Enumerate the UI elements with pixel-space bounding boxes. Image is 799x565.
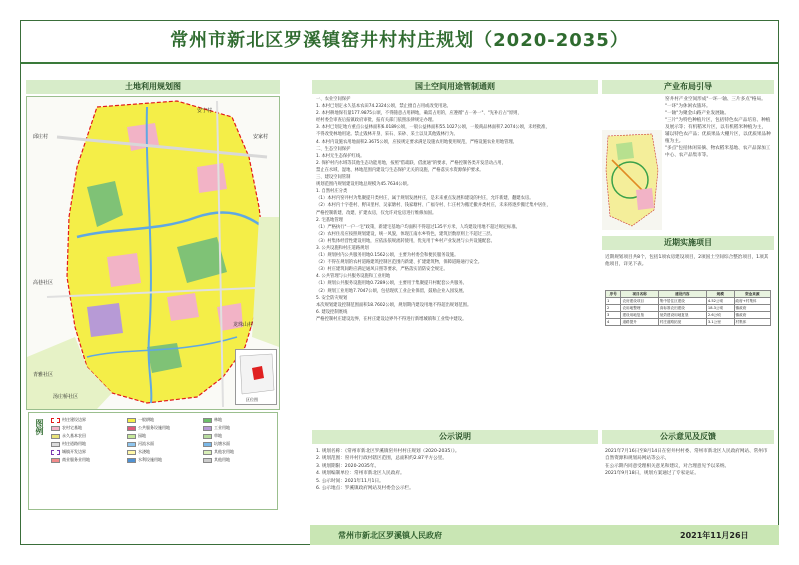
control-paragraph: 5. 安全防灾规划 <box>316 295 348 301</box>
legend-swatch <box>51 442 60 447</box>
table-row <box>606 319 771 326</box>
notes-header: 公示说明 <box>312 430 598 444</box>
land-use-header: 土地利用规划图 <box>26 80 280 94</box>
control-paragraph: （2）本村内十字巷村、野田里村、吴家塘村、钱家塘村、广福寺村、仁庄村为搬迁撤并类村庄，未来将逐步搬迁集中居住， <box>316 203 551 209</box>
legend-swatch <box>203 418 212 423</box>
legend-item <box>51 441 125 447</box>
feedback-paragraph: 2021年9月18日，规划方案通过了专家论证。 <box>605 471 699 477</box>
table-cell: 集中居住区建设 <box>658 298 706 305</box>
table-row <box>606 305 771 312</box>
legend-label: 永久基本农田 <box>62 433 86 438</box>
legend-label: 村庄道路用地 <box>62 441 86 446</box>
table-cell: 低效建设用地复垦 <box>658 312 706 319</box>
legend-item <box>203 417 277 423</box>
control-paragraph: 1. 本村无生态保护红线。 <box>316 153 365 159</box>
map-label-qingya: 青雅社区 <box>33 372 54 378</box>
table-cell: 村集体 <box>734 319 770 326</box>
notes-paragraph: 1. 规划名称：《常州市新北区罗溪镇窑井村村庄规划（2020-2035）》。 <box>316 449 460 454</box>
legend-item <box>203 441 277 447</box>
notes-paragraph: 4. 规划编制单位：常州市新北区人民政府。 <box>316 471 405 477</box>
legend-item <box>51 433 125 439</box>
notes-paragraph: 5. 公示时间：2021年11月1日。 <box>316 478 384 484</box>
footer-date: 2021年11月26日 <box>680 531 749 540</box>
industry-paragraph: "多点"包括休闲采摘、物农稻米基地、农产品深加工中心、农产品集市等。 <box>665 146 771 158</box>
table-cell: 村庄道路拓宽 <box>658 319 706 326</box>
location-label: 区位图 <box>246 397 258 402</box>
legend-swatch <box>127 426 136 431</box>
map-label-anjia: 安家村 <box>253 134 269 140</box>
legend-label: 公共服务设施用地 <box>138 425 170 430</box>
legend-label: 水利设施用地 <box>138 457 162 462</box>
control-paragraph: （3）村集体经营性建设用地，应依法依规流转使用，优先用于乡村产业发展与公共设施配套。 <box>316 238 495 244</box>
legend <box>28 412 278 510</box>
control-paragraph: （1）规划村内公共服务用地0.1562公顷，主要为村委会和便民服务设施。 <box>316 253 459 259</box>
legend-item <box>127 417 201 423</box>
legend-item <box>203 433 277 439</box>
legend-swatch <box>127 450 136 455</box>
control-paragraph: 三、建设空间管制 <box>316 175 351 181</box>
table-cell: 18.3公顷 <box>706 305 734 312</box>
industry-text <box>665 96 773 159</box>
legend-swatch <box>203 434 212 439</box>
table-cell: 2.6公顷 <box>706 312 734 319</box>
table-cell: 农用地整理 <box>621 305 658 312</box>
legend-item <box>127 425 201 431</box>
table-cell: 高标准农田建设 <box>658 305 706 312</box>
map-label-tangzhuangqiao: 汤庄桥社区 <box>53 394 79 400</box>
table-row <box>606 312 771 319</box>
control-paragraph: 4. 本村内设施农用地面积2.3675公顷，应按规定要求满足设施农用地使用规范，严格设施农业用地管理。 <box>316 139 517 145</box>
legend-swatch <box>127 418 136 423</box>
control-paragraph: 严格控制新建、改建、扩建农房，仅允许对危房进行维修加固。 <box>316 210 437 216</box>
table-cell: 镇政府 <box>734 312 770 319</box>
land-use-map <box>26 96 280 410</box>
legend-label: 其他用地 <box>214 457 230 462</box>
industry-map-svg <box>602 130 662 230</box>
legend-title: 图例 <box>35 419 44 435</box>
map-label-qiuzhuang: 邱庄村 <box>33 134 49 140</box>
legend-label: 林地 <box>214 417 222 422</box>
legend-swatch <box>51 458 60 463</box>
industry-map <box>602 130 662 230</box>
table-header: 建设内容 <box>658 291 706 298</box>
control-paragraph: 严格控制村庄建设边界，在村庄建设边界外不得进行新增城镇和工业集中建设。 <box>316 316 467 322</box>
control-paragraph: 3. 公共设施和村庄道路规划 <box>316 245 369 251</box>
legend-label: 草地 <box>214 433 222 438</box>
legend-label: 城镇开发边界 <box>62 449 86 454</box>
table-header: 项目名称 <box>621 291 658 298</box>
control-paragraph: （2）规划工业用地7.7047公顷，包括现状工业企业保留，鼓励企业入园发展。 <box>316 288 467 294</box>
control-paragraph: （1）严格执行"一户一宅"政策，新建宅基地户均面积不得超过135平方米，人均建设用地不超过规定标准。 <box>316 224 520 230</box>
legend-item <box>203 449 277 455</box>
poster-title: 常州市新北区罗溪镇窑井村村庄规划（2020-2035） <box>170 30 629 51</box>
table-cell: 政府+村集体 <box>734 298 770 305</box>
legend-item <box>127 457 201 463</box>
legend-swatch <box>127 458 136 463</box>
industry-paragraph: "三片"为特色种植片区，包括特色农产品培育、种植及展示等；有机稻米片区，以有机稻米种植为主， <box>665 118 771 130</box>
legend-swatch <box>51 418 60 423</box>
table-cell: 1 <box>606 298 621 305</box>
notes-paragraph: 6. 公示地点：罗溪镇政府网站及村委会公示栏。 <box>316 486 414 492</box>
control-paragraph: 3. 本村已划定地方重点公益林面积6.0189公顷，一般公益林面积55.1027公顷，一般商品林面积7.2074公顷，未经批准， <box>316 125 550 131</box>
control-paragraph: （3）村庄建筑间距应满足通风日照等要求，严格落实消防安全规定。 <box>316 267 448 273</box>
residential-patch <box>107 253 141 287</box>
map-label-anning: 安宁村 <box>197 108 213 114</box>
feedback-text <box>605 448 771 478</box>
near-term-table <box>605 290 771 326</box>
legend-label: 工业用地 <box>214 425 230 430</box>
residential-patch <box>197 163 227 193</box>
industry-paragraph: "一轴"为聚金山路产业发展轴。 <box>665 111 729 116</box>
legend-swatch <box>203 450 212 455</box>
legend-swatch <box>203 458 212 463</box>
industry-paragraph: 辅以特色农产品；优质果品大棚片区，以优质果品种植为主。 <box>665 132 771 144</box>
legend-item <box>51 425 125 431</box>
control-paragraph: 不得改变林地用途。禁止毁林开垦、采石、采砂、采土以及其他毁林行为。 <box>316 132 458 138</box>
table-cell: 3.1公里 <box>706 319 734 326</box>
industry-paragraph: 窑井村产业空间形成"一环一轴、三片多点"格局。 <box>665 97 766 102</box>
control-header: 国土空间用途管制通则 <box>312 80 598 94</box>
legend-swatch <box>51 426 60 431</box>
table-cell: 4 <box>606 319 621 326</box>
legend-swatch <box>127 442 136 447</box>
legend-label: 坑塘水面 <box>214 441 230 446</box>
legend-swatch <box>203 426 212 431</box>
location-inset-svg <box>236 350 278 398</box>
notes-paragraph: 2. 规划范围：窑井村行政村辖区范围，总面积约2.87平方公里。 <box>316 456 447 462</box>
legend-label: 商业服务业用地 <box>62 457 90 462</box>
control-paragraph: 6. 建设控制底线 <box>316 309 348 315</box>
footer-org: 常州市新北区罗溪镇人民政府 <box>338 531 442 540</box>
industry-header: 产业布局引导 <box>602 80 774 94</box>
map-label-longzhushan: 龙珠山村 <box>233 322 254 328</box>
table-row <box>606 298 771 305</box>
legend-swatch <box>51 450 60 455</box>
table-cell: 建设用地复垦 <box>621 312 658 319</box>
industrial-patch <box>87 303 123 337</box>
table-cell: 4.52公顷 <box>706 298 734 305</box>
control-paragraph: 禁止在水域、湿地、林地范围内建设与生态保护无关的设施，严格落实水资源保护要求。 <box>316 167 484 173</box>
legend-item <box>51 457 125 463</box>
industry-paragraph: "一环"为休闲农旅环。 <box>665 104 711 109</box>
feedback-header: 公示意见及反馈 <box>602 430 774 444</box>
legend-item <box>51 417 125 423</box>
legend-grid <box>51 417 277 463</box>
location-inset <box>235 349 277 405</box>
control-paragraph: 规划范围内规划建设用地总规模为45.7634公顷。 <box>316 182 412 188</box>
control-paragraph: 1. 本村已划定永久基本农田74.2324公顷，禁止擅自占用或改变用途。 <box>316 104 451 110</box>
legend-label: 园地 <box>138 433 146 438</box>
title-area <box>20 20 779 62</box>
feedback-paragraph: 在公示期内同意受理相关意见和建议，对合理意见予以采纳。 <box>605 463 730 469</box>
legend-label: 河流水面 <box>138 441 154 446</box>
legend-label: 水浇地 <box>138 449 150 454</box>
legend-label: 其他农用地 <box>214 449 234 454</box>
table-header: 序号 <box>606 291 621 298</box>
control-paragraph: 经村委会审查后报镇政府审批，报有关部门依照法律规定办理。 <box>316 118 437 124</box>
legend-label: 一般耕地 <box>138 417 154 422</box>
control-paragraph: （1）规划公共服务设施用地0.7289公顷，主要用于集聚提升村配套公共服务。 <box>316 281 467 287</box>
control-paragraph: 2. 本村耕地保有量177.9875公顷，不得随意占用耕地，确需占用的，应遵循"占一补一"、"先补后占"原则， <box>316 111 522 117</box>
feedback-paragraph: 2021年7月16日至8月14日在窑井村村委、常州市新北区人民政府网站、常州市自然资源和规划局网站等公示， <box>605 449 768 462</box>
control-paragraph: 2. 保护村内水域等其他生态功能用地，按照"借疏联、借流通"的要求，严格控制各类开发活动占用， <box>316 160 506 166</box>
control-paragraph: （2）农村住房应按照规划建设，统一风貌，体现江南水乡特色，建筑层数原则上不超过三层。 <box>316 231 495 237</box>
title-divider <box>20 62 779 64</box>
near-term-text: 近期规划项目共8个，包括1项农房建设项目，2项国土空间综合整治项目，1项其他项目，详见下表。 <box>605 255 769 267</box>
table-header: 资金来源 <box>734 291 770 298</box>
control-paragraph: 4. 公共管理与公共服务设施和工业用地 <box>316 274 391 280</box>
control-paragraph: 二、生态空间保护 <box>316 146 351 152</box>
control-paragraph: 1. 自然村庄分类 <box>316 189 348 195</box>
legend-swatch <box>203 442 212 447</box>
legend-item <box>127 433 201 439</box>
notes-text <box>316 448 596 492</box>
legend-swatch <box>51 434 60 439</box>
map-label-gaoxiang: 高巷社区 <box>33 280 54 286</box>
legend-item <box>203 457 277 463</box>
legend-label: 农村宅基地 <box>62 425 82 430</box>
legend-label: 村庄建设边界 <box>62 417 86 422</box>
control-paragraph: 一、农业空间保护 <box>316 97 351 102</box>
table-cell: 3 <box>606 312 621 319</box>
legend-item <box>203 425 277 431</box>
near-term-header: 近期实施项目 <box>602 236 774 250</box>
table-cell: 农房建设项目 <box>621 298 658 305</box>
control-paragraph: 2. 宅基地管理 <box>316 217 343 223</box>
legend-swatch <box>127 434 136 439</box>
legend-item <box>127 441 201 447</box>
legend-item <box>127 449 201 455</box>
legend-item <box>51 449 125 455</box>
control-paragraph: （2）不得在规划的农村道路建筑控制区范围内新建、扩建建筑物，保障道路通行安全。 <box>316 260 483 266</box>
control-text <box>316 96 596 506</box>
table-header: 规模 <box>706 291 734 298</box>
control-paragraph: 本次规划建设控制范围面积18.7602公顷，规划期内建设用地不得超出规划范围。 <box>316 302 472 308</box>
notes-paragraph: 3. 规划期限：2020-2035年。 <box>316 463 380 469</box>
control-paragraph: （1）本村内窑井村为集聚提升类村庄，属于规划发展村庄，是未来重点发展和建设的村庄，允许新建、翻建农房。 <box>316 196 534 202</box>
table-cell: 镇政府 <box>734 305 770 312</box>
table-cell: 2 <box>606 305 621 312</box>
residential-patch <box>167 293 199 321</box>
table-cell: 道路提升 <box>621 319 658 326</box>
